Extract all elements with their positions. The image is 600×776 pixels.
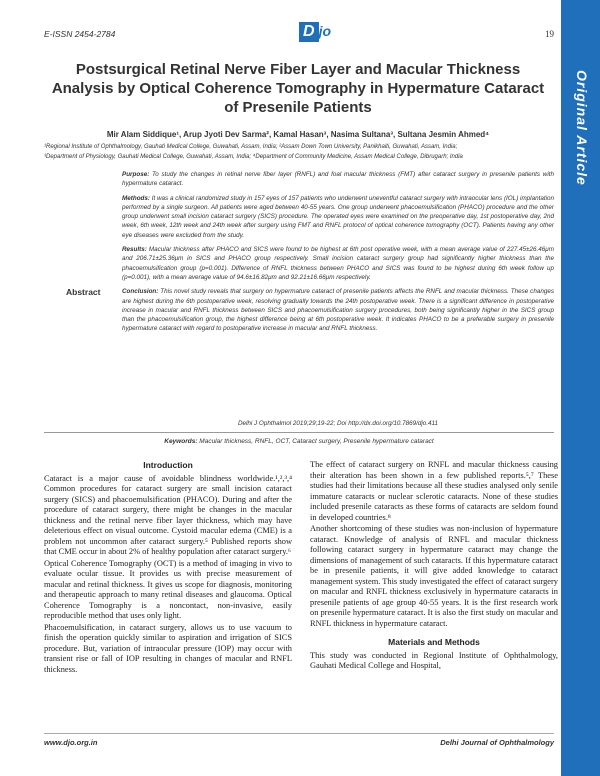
body-paragraph: Cataract is a major cause of avoidable blindness worldwide.¹,²,³,⁴ Common procedures for cataract surgery are small incision cataract surgery (SICS) and phacoemulsification (PHACO). During and after the procedure of cataract surgery, there might be changes in the macular thickness and the retinal nerve fiber layer thickness, which may have deleterious effect on visual outcome. Cystoid macular edema (CME) is a problem not uncommon after cataract surgery.⁵ Published reports show that CME occur in about 2% of healthy population after cataract surgery.⁶ bbox=[44, 473, 292, 556]
journal-name: Delhi Journal of Ophthalmology bbox=[440, 738, 554, 747]
methods-heading: Methods: bbox=[122, 194, 150, 202]
article-type-sidebar bbox=[561, 0, 600, 776]
journal-logo bbox=[299, 22, 331, 42]
logo-jo: jo bbox=[318, 23, 332, 39]
affiliation-line: ¹Regional Institute of Ophthalmology, Gauhati Medical College, Guwahati, Assam, India; ²Assam Down Town University, Panikhaiti, Guwahati, Assam, India; bbox=[44, 144, 458, 150]
methods-text: It was a clinical randomized study in 157 eyes of 157 patients who underwent uneventful cataract surgery with intraocular lens (IOL) implantation performed by a single surgeon. All patients were aged between 40-55 years. One group underwent phacoemulsification (PHACO) procedure and the other group underwent small incision cataract surgery (SICS) procedure. The operated eyes were examined on the preoperative day, 1st postoperative day, 2nd week, 6th week, 12th week and 24th week after surgery using FMT and RNFL protocol of optical coherence tomography (OCT). Patients having any other eye diseases were excluded from the study. bbox=[122, 194, 554, 239]
divider bbox=[44, 432, 554, 433]
abstract-purpose bbox=[122, 170, 554, 189]
body-paragraph: The effect of cataract surgery on RNFL and macular thickness causing their alteration has been shown in a few published reports.⁵,⁷ These studies had their limitations because all these studies analysed only senile immature cataracts or nuclear sclerotic cataracts. None of these studies included presenile cataracts as these forms of cataracts are seldom found in developed countries.⁸ bbox=[310, 460, 558, 522]
article-type-label: Original Article bbox=[574, 70, 590, 186]
purpose-heading: Purpose: bbox=[122, 171, 150, 178]
results-heading: Results: bbox=[122, 246, 147, 254]
affiliations bbox=[44, 142, 554, 162]
keywords bbox=[44, 438, 554, 445]
issn: E-ISSN 2454-2784 bbox=[44, 29, 116, 39]
body-paragraph: This study was conducted in Regional Institute of Ophthalmology, Gauhati Medical College and Hospital, bbox=[310, 650, 558, 670]
journal-website: www.djo.org.in bbox=[44, 738, 98, 747]
conclusion-heading: Conclusion: bbox=[122, 288, 159, 296]
body-paragraph: Phacoemulsification, in cataract surgery, allows us to use vacuum to finish the operation quickly similar to aspiration and irrigation of SICS procedure. But, variation of intraocular pressure (IOP) may occur with transient rise or fall of IOP resulting in changes of macular and RNFL thickness. bbox=[44, 622, 292, 674]
page-number: 19 bbox=[545, 29, 554, 39]
affiliation-line: ³Department of Physiology, Gauhati Medical College, Guwahati, Assam, India; ⁴Department of Community Medicine, Assam Medical College, Dibrugarh; India bbox=[44, 154, 463, 160]
abstract-conclusion bbox=[122, 287, 554, 333]
abstract-methods bbox=[122, 194, 554, 240]
abstract-body bbox=[122, 170, 554, 339]
keywords-text: Macular thickness, RNFL, OCT, Cataract surgery, Presenile hypermature cataract bbox=[197, 438, 434, 445]
right-column bbox=[310, 460, 558, 673]
body-paragraph: Optical Coherence Tomography (OCT) is a method of imaging in vivo to evaluate ocular tissue. It provides us with precise measurement of macular and retinal thickness. It gives us scope for diagnosis, monitoring and therapeutic approach to many retinal diseases and glaucoma. Optical Coherence Tomography is a noncontact, non-invasive, easily reproducible method that uses only light. bbox=[44, 558, 292, 620]
materials-methods-heading: Materials and Methods bbox=[388, 637, 480, 647]
article-title: Postsurgical Retinal Nerve Fiber Layer and Macular Thickness Analysis by Optical Coherence Tomography in Hypermature Cataract of Presenile Patients bbox=[51, 61, 545, 116]
keywords-heading: Keywords: bbox=[164, 438, 198, 445]
conclusion-text: This novel study reveals that surgery on hypermature cataract of presenile patients affects the RNFL and macular thickness. These changes are highest during the 6th postoperative week, resolving gradually towards the 24th postoperative week. There is a significant difference in postoperative increase in macular and RNFL thickness between SICS and phacoemulsification surgery procedures, both being significantly higher in the SICS group than the phacoemulsification group, the highest difference being at 6th postoperative week. It indicates PHACO to be a preferable surgery in presenile hypermature cataract with regard to postoperative increase in macular and RNFL thickness. bbox=[122, 288, 554, 333]
page-header bbox=[44, 22, 554, 42]
footer-divider bbox=[44, 733, 554, 734]
citation: Delhi J Ophthalmol 2019;29;19-22; Doi http://dx.doi.org/10.7869/djo.411 bbox=[237, 420, 439, 427]
purpose-text: To study the changes in retinal nerve fiber layer (RNFL) and foal macular thickness (FMT) after cataract surgery in presenile patients with hypermature cataract. bbox=[122, 171, 554, 188]
results-text: Macular thickness after PHACO and SICS were found to be highest at 6th post operative week, with a mean average value of 227.45±26.46μm and 206.71±25.36μm in SICS and PHACO group respectively. Small incision cataract surgery group had significantly higher thickness than the phacoemulsification group (p=0.001). Difference of RNFL thickness between PHACO and SICS was found to be highest during 6th week follow up (p=0.001), with a mean average value of 94.6±16.82μm and 92.21±16.66μm respectively. bbox=[122, 246, 554, 281]
abstract-results bbox=[122, 245, 554, 282]
abstract-label: Abstract bbox=[66, 287, 101, 297]
author-list: Mir Alam Siddique¹, Arup Jyoti Dev Sarma², Kamal Hasan³, Nasima Sultana³, Sultana Jesmin Ahmed⁴ bbox=[106, 130, 490, 139]
body-paragraph: Another shortcoming of these studies was non-inclusion of hypermature cataract. Knowledge of analysis of RNFL and macular thickness following cataract surgery in hypermature cataract may change the dimensions of management of such cataracts. If this hypermature cataract be in presenile patients, it will give added knowledge to cataract management system. This study investigated the effect of cataract surgery on macular and RNFL thickness exclusively in hypermature cataracts in presenile patients of age group 40-55 years. It is the first research work on presenile hypermature cataract. It is also the first study on macular and RNFL thickness in hypermature cataract. bbox=[310, 524, 558, 628]
introduction-heading: Introduction bbox=[143, 460, 193, 470]
left-column bbox=[44, 460, 292, 676]
logo-d: D bbox=[299, 22, 319, 42]
